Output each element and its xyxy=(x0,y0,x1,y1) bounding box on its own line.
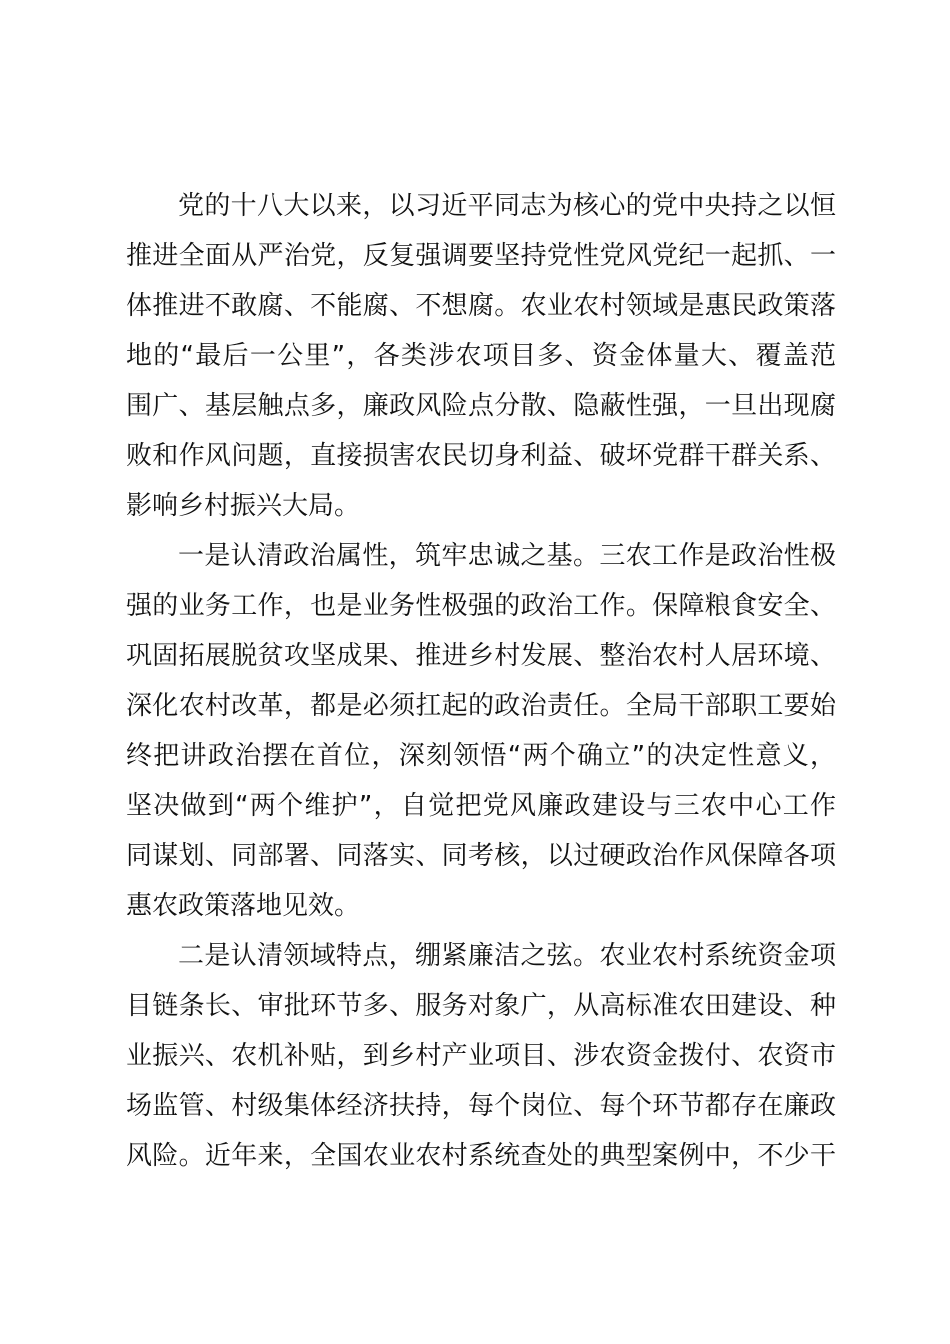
text-line: 党的十八大以来，以习近平同志为核心的党中央持之以恒 xyxy=(178,191,836,221)
text-line: 场监管、村级集体经济扶持，每个岗位、每个环节都存在廉政 xyxy=(126,1091,836,1121)
text-line: 地的“最后一公里”，各类涉农项目多、资金体量大、覆盖范 xyxy=(126,341,836,371)
paragraph-3 xyxy=(126,931,836,1181)
text-line: 目链条长、审批环节多、服务对象广，从高标准农田建设、种 xyxy=(126,991,836,1021)
paragraph-1 xyxy=(126,181,836,531)
text-line: 终把讲政治摆在首位，深刻领悟“两个确立”的决定性意义， xyxy=(126,741,836,771)
paragraph-2 xyxy=(126,531,836,931)
text-line: 同谋划、同部署、同落实、同考核，以过硬政治作风保障各项 xyxy=(126,841,836,871)
text-line: 一是认清政治属性，筑牢忠诚之基。三农工作是政治性极 xyxy=(178,541,836,571)
text-line: 败和作风问题，直接损害农民切身利益、破坏党群干群关系、 xyxy=(126,441,836,471)
text-line: 业振兴、农机补贴，到乡村产业项目、涉农资金拨付、农资市 xyxy=(126,1041,836,1071)
text-line: 强的业务工作，也是业务性极强的政治工作。保障粮食安全、 xyxy=(126,591,836,621)
text-line: 二是认清领域特点，绷紧廉洁之弦。农业农村系统资金项 xyxy=(178,941,836,971)
text-line: 坚决做到“两个维护”，自觉把党风廉政建设与三农中心工作 xyxy=(126,791,836,821)
text-line: 围广、基层触点多，廉政风险点分散、隐蔽性强，一旦出现腐 xyxy=(126,391,836,421)
document-body xyxy=(126,181,836,1181)
text-line: 风险。近年来，全国农业农村系统查处的典型案例中，不少干 xyxy=(126,1141,836,1171)
text-line: 巩固拓展脱贫攻坚成果、推进乡村发展、整治农村人居环境、 xyxy=(126,641,836,671)
text-line: 影响乡村振兴大局。 xyxy=(126,491,361,521)
text-line: 推进全面从严治党，反复强调要坚持党性党风党纪一起抓、一 xyxy=(126,241,836,271)
text-line: 深化农村改革，都是必须扛起的政治责任。全局干部职工要始 xyxy=(126,691,836,721)
text-line: 惠农政策落地见效。 xyxy=(126,891,361,921)
text-line: 体推进不敢腐、不能腐、不想腐。农业农村领域是惠民政策落 xyxy=(126,291,836,321)
